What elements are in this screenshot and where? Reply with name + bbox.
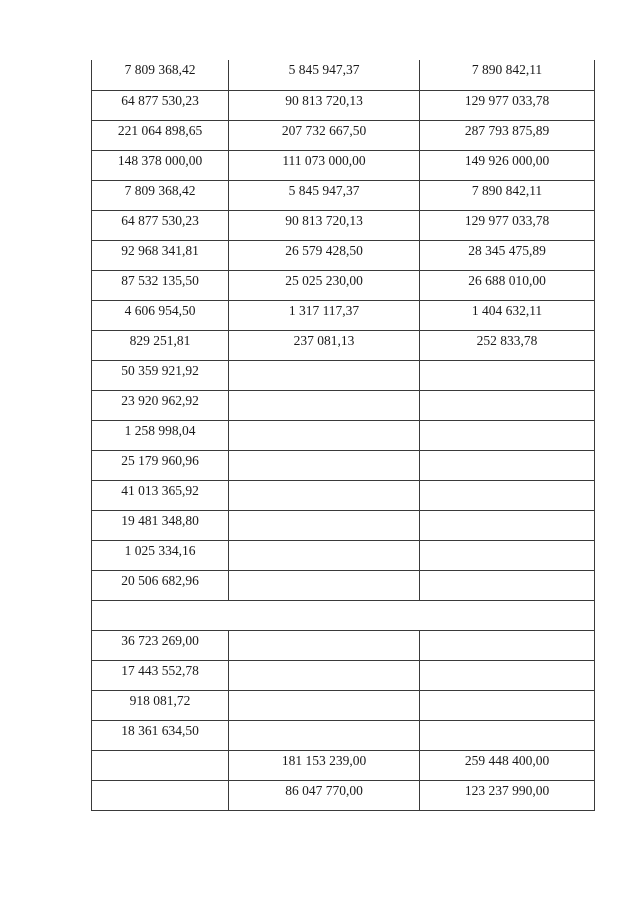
table-row [92, 750, 595, 780]
table-cell: 26 688 010,00 [420, 270, 595, 300]
table-cell: 4 606 954,50 [92, 300, 229, 330]
table-cell: 149 926 000,00 [420, 150, 595, 180]
table-cell: 92 968 341,81 [92, 240, 229, 270]
table-cell [420, 480, 595, 510]
table-row [92, 480, 595, 510]
table-cell [229, 420, 420, 450]
table-cell: 7 809 368,42 [92, 60, 229, 90]
table-row [92, 270, 595, 300]
table-cell [229, 480, 420, 510]
table-cell [229, 510, 420, 540]
table-cell: 1 404 632,11 [420, 300, 595, 330]
table-cell: 1 317 117,37 [229, 300, 420, 330]
table-cell [229, 390, 420, 420]
table-cell: 25 179 960,96 [92, 450, 229, 480]
table-cell: 7 890 842,11 [420, 180, 595, 210]
table-cell: 90 813 720,13 [229, 210, 420, 240]
financial-table [91, 60, 595, 811]
table-cell: 5 845 947,37 [229, 60, 420, 90]
table-cell [229, 360, 420, 390]
table-cell [420, 630, 595, 660]
table-row [92, 180, 595, 210]
table-cell: 23 920 962,92 [92, 390, 229, 420]
table-cell: 237 081,13 [229, 330, 420, 360]
table-cell: 64 877 530,23 [92, 210, 229, 240]
table-row [92, 570, 595, 600]
table-cell: 20 506 682,96 [92, 570, 229, 600]
table-cell [229, 720, 420, 750]
table-cell: 17 443 552,78 [92, 660, 229, 690]
table-row [92, 780, 595, 810]
table-row [92, 630, 595, 660]
table-cell: 129 977 033,78 [420, 90, 595, 120]
table-row-merged [92, 600, 595, 630]
table-cell [420, 570, 595, 600]
table-cell [229, 690, 420, 720]
table-row [92, 150, 595, 180]
table-cell: 918 081,72 [92, 690, 229, 720]
table-cell [229, 570, 420, 600]
table-cell: 1 258 998,04 [92, 420, 229, 450]
table-cell: 123 237 990,00 [420, 780, 595, 810]
table-cell: 5 845 947,37 [229, 180, 420, 210]
table-cell: 148 378 000,00 [92, 150, 229, 180]
table-cell: 86 047 770,00 [229, 780, 420, 810]
table-cell [420, 540, 595, 570]
table-cell: 259 448 400,00 [420, 750, 595, 780]
table-cell [92, 780, 229, 810]
table-cell [92, 750, 229, 780]
table-cell: 36 723 269,00 [92, 630, 229, 660]
table-cell-merged [92, 600, 595, 630]
table-cell [229, 450, 420, 480]
table-row [92, 540, 595, 570]
table-cell: 28 345 475,89 [420, 240, 595, 270]
table-cell [420, 510, 595, 540]
table-cell [229, 540, 420, 570]
table-cell: 207 732 667,50 [229, 120, 420, 150]
table-cell [420, 450, 595, 480]
table-cell: 1 025 334,16 [92, 540, 229, 570]
table-cell: 18 361 634,50 [92, 720, 229, 750]
table-row [92, 360, 595, 390]
table-cell: 64 877 530,23 [92, 90, 229, 120]
table-row [92, 720, 595, 750]
table-cell: 7 809 368,42 [92, 180, 229, 210]
table-cell: 90 813 720,13 [229, 90, 420, 120]
table-cell [420, 660, 595, 690]
table-cell: 287 793 875,89 [420, 120, 595, 150]
table-cell [229, 660, 420, 690]
table-cell [420, 690, 595, 720]
table-cell: 19 481 348,80 [92, 510, 229, 540]
table-cell: 87 532 135,50 [92, 270, 229, 300]
table-cell: 41 013 365,92 [92, 480, 229, 510]
table-cell: 129 977 033,78 [420, 210, 595, 240]
table-cell: 7 890 842,11 [420, 60, 595, 90]
table-cell: 26 579 428,50 [229, 240, 420, 270]
table-cell: 25 025 230,00 [229, 270, 420, 300]
table-row [92, 120, 595, 150]
table-cell: 829 251,81 [92, 330, 229, 360]
table-cell: 50 359 921,92 [92, 360, 229, 390]
table-row [92, 210, 595, 240]
table-row [92, 390, 595, 420]
table-cell: 252 833,78 [420, 330, 595, 360]
table-row [92, 90, 595, 120]
table-body [92, 60, 595, 810]
table-cell [420, 420, 595, 450]
table-row [92, 60, 595, 90]
table-cell [420, 390, 595, 420]
table-cell [229, 630, 420, 660]
table-row [92, 300, 595, 330]
table-row [92, 510, 595, 540]
table-row [92, 420, 595, 450]
table-cell: 181 153 239,00 [229, 750, 420, 780]
table-cell [420, 720, 595, 750]
table-row [92, 330, 595, 360]
table-cell: 111 073 000,00 [229, 150, 420, 180]
table-cell [420, 360, 595, 390]
table-row [92, 660, 595, 690]
table-row [92, 240, 595, 270]
table-row [92, 690, 595, 720]
table-cell: 221 064 898,65 [92, 120, 229, 150]
table-row [92, 450, 595, 480]
